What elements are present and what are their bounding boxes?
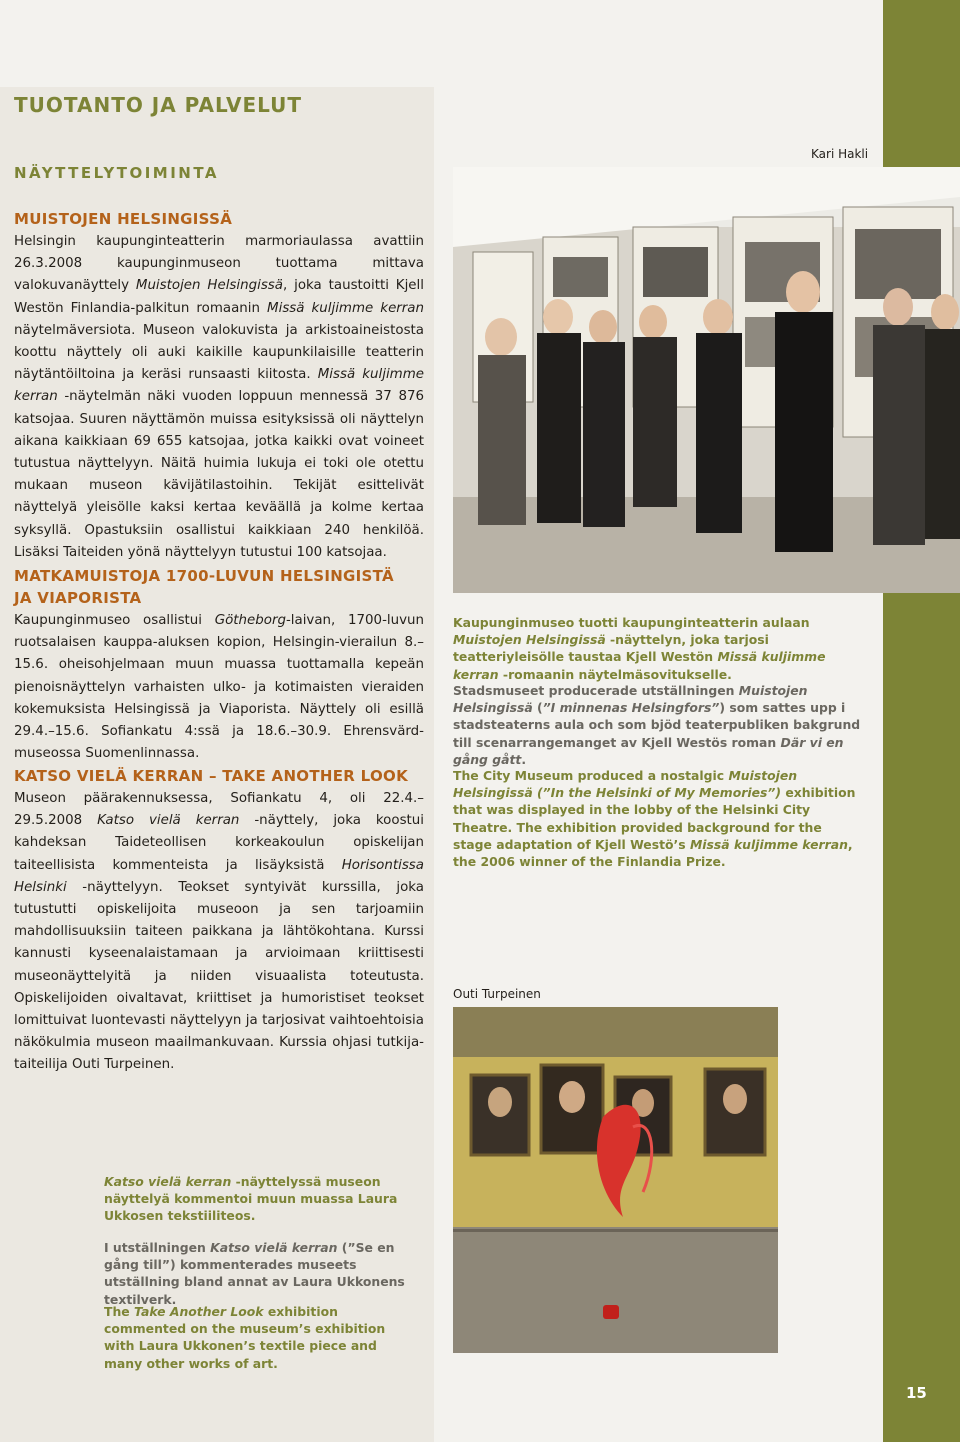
text-run: , the 2006 winner of the Finlandia Prize.	[453, 836, 853, 870]
section-title-matkamuistoja	[14, 565, 394, 609]
text-run-italic: Missä kuljimme kerran	[267, 300, 425, 316]
text-run-italic: Missä kuljimme kerran	[453, 649, 826, 682]
photo-theatre-lobby-image	[453, 167, 960, 593]
page-subheading: NÄYTTELYTOIMINTA	[14, 164, 220, 182]
page-number: 15	[906, 1384, 927, 1402]
section-title-katso: KATSO VIELÄ KERRAN – TAKE ANOTHER LOOK	[14, 767, 409, 785]
text-run: -näyttely, joka koostui kahdeksan Taideteollisen korkeakoulun opiskelijan taiteellisista kommenteista ja lisäyksistä	[14, 813, 425, 873]
photo-credit-1: Kari Hakli	[811, 147, 869, 161]
text-run: I utställningen	[104, 1240, 211, 1255]
text-run-italic: Muistojen Helsingissä (”In the Helsinki of My Memories”)	[453, 768, 798, 801]
caption-fi-2	[104, 1173, 419, 1225]
section-body-katso	[14, 788, 424, 1077]
text-run: Kaupunginmuseo osallistui	[14, 613, 215, 628]
caption-fi-1	[453, 614, 863, 683]
text-run-italic: Där vi en gång gått	[453, 734, 844, 767]
text-run-italic: Katso vielä kerran	[104, 1174, 232, 1189]
text-run: Stadsmuseet producerade utställningen	[453, 683, 739, 698]
exhibition-photo-textile-work	[453, 1007, 778, 1353]
caption-en-1	[453, 767, 863, 870]
text-run: (”Se en gång till”) kommenterades museets utställning bland annat av Laura Ukkonens textilverk.	[104, 1240, 405, 1307]
caption-sv-1	[453, 682, 863, 768]
caption-en-2	[104, 1303, 419, 1372]
text-run: Helsingin kaupunginteatterin marmoriaulassa avattiin 26.3.2008 kaupunginmuseon tuottama mittava valokuvanäyttely	[14, 234, 424, 294]
text-run-italic: ”I minnenas Helsingfors”	[542, 700, 720, 716]
section-body-muistojen	[14, 231, 424, 564]
text-run: Museon päärakennuksessa, Sofiankatu 4, oli 22.4.–29.5.2008	[14, 791, 424, 829]
section-title-muistojen: MUISTOJEN HELSINGISSÄ	[14, 210, 233, 228]
title-line: MATKAMUISTOJA 1700-LUVUN HELSINGISTÄ	[14, 567, 394, 585]
text-run: , joka taustoitti Kjell Westön Finlandia-palkitun romaanin	[14, 278, 424, 316]
text-run: -näyttelyyn. Teokset syntyivät kurssilla, joka tutustutti opiskelijoita museoon ja sen tarjoamiin mahdollisuuksiin taiteen paikkana ja lähtökohtana. Kurssi kannusti kyseenalaistamaan ja arvioimaan kriittisesti museonäyttelyitä ja niiden visuaalista toteutusta. Opiskelijoiden oivaltavat, kriittiset ja humoristiset teokset lomittuivat luontevasti näyttelyyn ja tarjosivat vaihtoehtoisia näkökulmia museon maailmankuvaan. Kurssia ohjasi tutkija-taiteilija Outi Turpeinen.	[14, 879, 424, 1073]
text-run-italic: Muistojen Helsingissä	[453, 632, 606, 648]
text-run: -näyttelyn, joka tarjosi teatteriyleisölle taustaa Kjell Westön	[453, 632, 769, 665]
text-run-italic: Katso vielä kerran	[210, 1240, 338, 1255]
title-line: JA VIAPORISTA	[14, 589, 142, 607]
text-run: -laivan, 1700-luvun ruotsalaisen kauppa-aluksen kopion, Helsingin-vierailun 8.–15.6. oheisohjelmaan muun muassa tuottamalla kepeän pienoisnäyttelyn varhaisten ulko- ja kotimaisten vieraiden kokemuksista Helsingissä ja Viaporista. Näyttely oli esillä 29.4.–15.6. Sofiankatu 4:ssä ja 18.6.–30.9. Ehrensvärd-museossa Suomenlinnassa.	[14, 613, 425, 762]
text-run: näytelmäversiota. Museon valokuvista ja arkistoaineistosta koottu näyttely oli auki kaikille kaupunkilaisille teatterin näytäntöiltoina ja keräsi runsaasti kiitosta.	[14, 322, 424, 383]
text-run: The	[104, 1304, 134, 1319]
text-run: -näyttelyssä museon näyttelyä kommentoi muun muassa Laura Ukkosen tekstiiliteos.	[104, 1174, 398, 1224]
text-run-italic: Missä kuljimme kerran	[689, 836, 848, 852]
text-run: -romaanin näytelmäsovitukselle.	[498, 666, 732, 682]
photo-credit-2: Outi Turpeinen	[453, 987, 541, 1001]
text-run: .	[521, 751, 527, 767]
text-run-italic: Muistojen Helsingissä	[453, 683, 808, 716]
text-run: -näytelmän näki vuoden loppuun mennessä 37 876 katsojaa. Suuren näyttämön muissa esityksissä oli näyttelyn aikana kaikkiaan 69 655 katsojaa, jotka kaikki ovat voineet tutustua näyttelyyn. Näitä huimia lukuja ei toki ole otettu mukaan museon kävijätilastoihin. Tekijät esittelivät näyttelyä yleisölle kaksi kertaa keväällä ja kolme kertaa syksyllä. Opastuksiin osallistui kaikkiaan 240 henkilöä. Lisäksi Taiteiden yönä näyttelyyn tutustui 100 katsojaa.	[14, 389, 424, 560]
text-run: exhibition that was displayed in the lobby of the Helsinki City Theatre. The exhibition provided background for the stage adaptation of Kjell Westö’s	[453, 785, 856, 852]
text-run: ) som sattes upp i stadsteaterns aula och som bjöd teaterpubliken bakgrund till scenarrangemanget av Kjell Westös roman	[453, 700, 861, 750]
text-run: Kaupunginmuseo tuotti kaupunginteatterin aulaan	[453, 615, 810, 630]
text-run-italic: Götheborg	[214, 613, 286, 628]
text-run-italic: Take Another Look	[134, 1304, 264, 1319]
text-run: exhibition commented on the museum’s exhibition with Laura Ukkonen’s textile piece and many other works of art.	[104, 1304, 386, 1371]
text-run: The City Museum produced a nostalgic	[453, 768, 729, 783]
section-body-matkamuistoja	[14, 610, 424, 765]
text-run-italic: Missä kuljimme kerran	[14, 367, 425, 405]
exhibition-photo-theatre-lobby	[453, 167, 960, 593]
caption-sv-2	[104, 1239, 419, 1308]
text-run-italic: Katso vielä kerran	[97, 813, 240, 829]
text-run-italic: Muistojen Helsingissä	[135, 278, 283, 294]
text-run: (	[532, 700, 543, 716]
photo-textile-work-image	[453, 1007, 778, 1353]
text-run-italic: Horisontissa Helsinki	[14, 857, 424, 895]
page-heading: TUOTANTO JA PALVELUT	[14, 93, 303, 117]
